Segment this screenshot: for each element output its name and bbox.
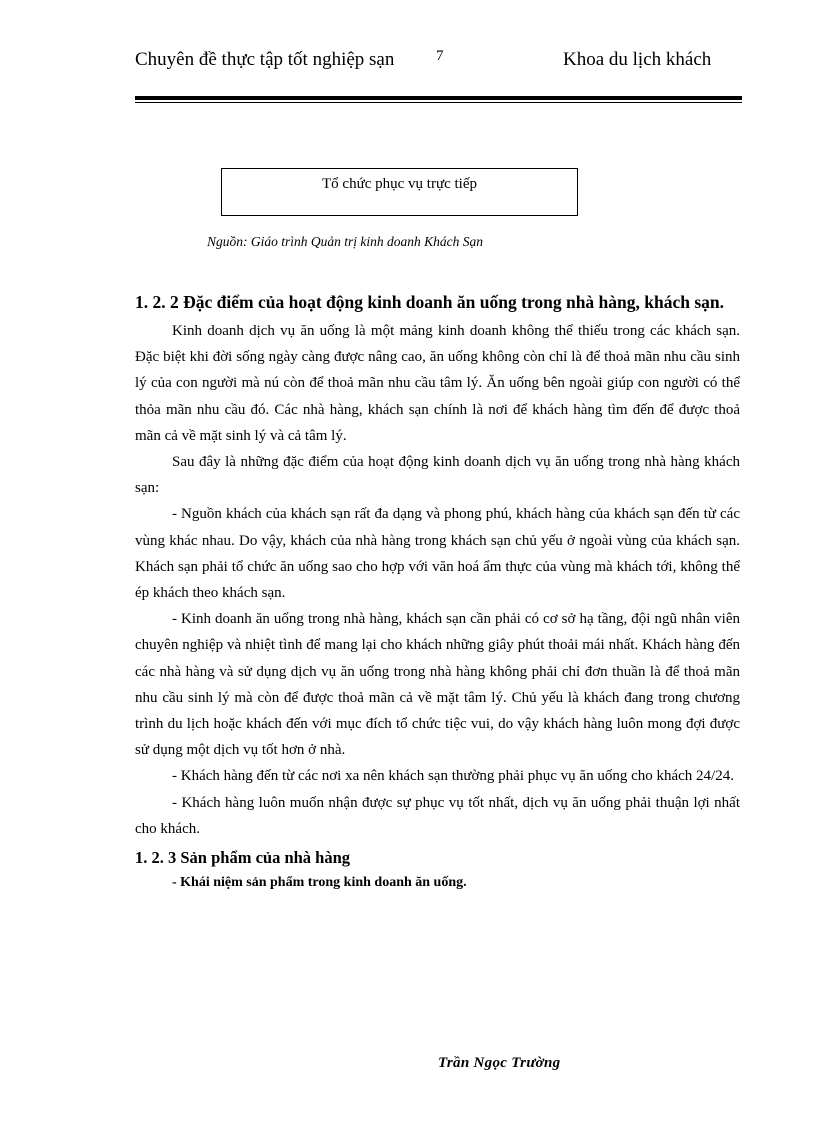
paragraph: - Khách hàng đến từ các nơi xa nên khách sạn thường phải phục vụ ăn uống cho khách 24/24. bbox=[172, 768, 734, 785]
paragraph: - Khách hàng luôn muốn nhận được sự phục vụ tốt nhất, dịch vụ ăn uống phải thuận lợi nhất cho khách. bbox=[135, 794, 740, 837]
section-heading-1-2-2: 1. 2. 2 Đặc điểm của hoạt động kinh doanh ăn uống trong nhà hàng, khách sạn. bbox=[135, 292, 725, 312]
paragraph: Sau đây là những đặc điểm của hoạt động kinh doanh dịch vụ ăn uống trong nhà hàng khách sạn: bbox=[135, 454, 740, 497]
header-left-title: Chuyên đề thực tập tốt nghiệp sạn bbox=[135, 49, 395, 70]
section-heading-1-2-3: 1. 2. 3 Sản phẩm của nhà hàng bbox=[135, 848, 351, 868]
source-caption: Nguồn: Giáo trình Quản trị kinh doanh Khách Sạn bbox=[207, 234, 483, 249]
subheading: - Khái niệm sản phẩm trong kinh doanh ăn uống. bbox=[172, 875, 467, 891]
page-number: 7 bbox=[436, 48, 444, 64]
footer-signature: Trần Ngọc Trường bbox=[438, 1055, 561, 1071]
paragraph: - Kinh doanh ăn uống trong nhà hàng, khách sạn cần phải có cơ sở hạ tầng, đội ngũ nhân viên chuyên nghiệp và nhiệt tình để mang lại cho khách những giây phút thoải mái nhất. Khách hàng đến các nhà hàng và sử dụng dịch vụ ăn uống trong nhà hàng không phải chỉ đơn thuần là để thoả mãn nhu cầu sinh lý mà còn để được thoả mãn cả về mặt tâm lý. Chủ yếu là khách đang trong chương trình du lịch hoặc khách đến với mục đích tổ chức tiệc vui, do vậy khách hàng luôn mong đợi được sử dụng một dịch vụ tốt hơn ở nhà. bbox=[135, 611, 740, 759]
diagram-box bbox=[221, 168, 578, 216]
header-rule-thin bbox=[135, 102, 742, 103]
main-content bbox=[135, 288, 740, 896]
header-right-title: Khoa du lịch khách bbox=[563, 49, 712, 70]
paragraph: Kinh doanh dịch vụ ăn uống là một mảng kinh doanh không thể thiếu trong các khách sạn. Đặc biệt khi đời sống ngày càng được nâng cao, ăn uống không còn chỉ là để thoả mãn nhu cầu sinh lý của con người mà nú còn để thoả mãn nhu cầu tâm lý. Ăn uống bên ngoài giúp con người có thể thỏa mãn nhu cầu đó. Các nhà hàng, khách sạn chính là nơi để khách hàng tìm đến để được thoả mãn cả về mặt sinh lý và cả tâm lý. bbox=[135, 323, 740, 444]
diagram-box-label: Tổ chức phục vụ trực tiếp bbox=[322, 176, 477, 192]
paragraph: - Nguồn khách của khách sạn rất đa dạng và phong phú, khách hàng của khách sạn đến từ các vùng khác nhau. Do vậy, khách của nhà hàng trong khách sạn chủ yếu ở ngoài vùng của khách sạn. Khách sạn phải tổ chức ăn uống sao cho hợp với văn hoá ẩm thực của vùng mà khách tới, không thể ép khách theo khách sạn. bbox=[135, 506, 740, 602]
header-rule-thick bbox=[135, 96, 742, 100]
